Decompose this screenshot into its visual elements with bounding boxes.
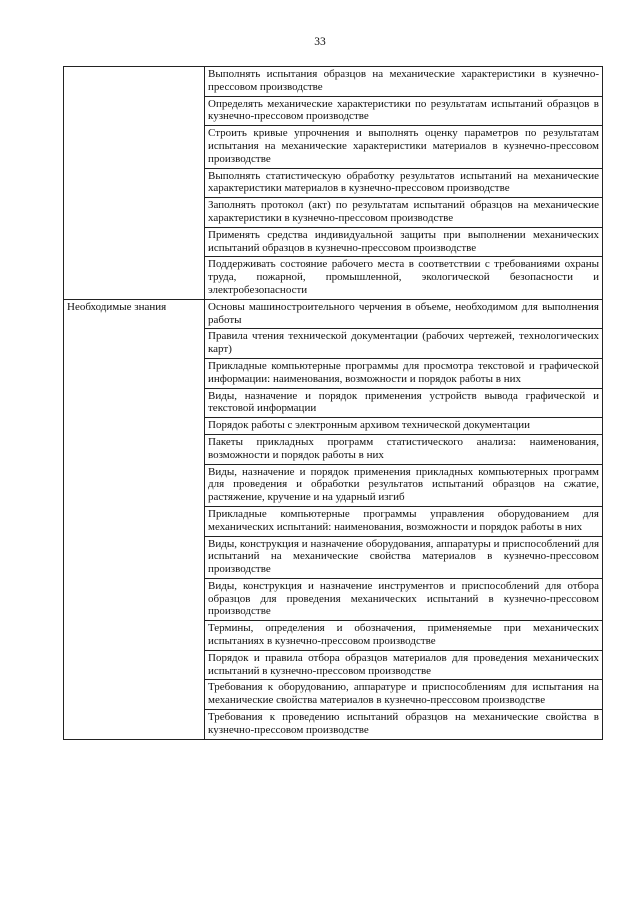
table-cell-right: Применять средства индивидуальной защиты при выполнении механических испытаний образцов в кузнечно-прессовом производстве [205, 227, 603, 257]
table-cell-right: Требования к оборудованию, аппаратуре и приспособлениям для испытания на механические свойства материалов в кузнечно-прессовом производстве [205, 680, 603, 710]
table-cell-right: Выполнять испытания образцов на механические характеристики в кузнечно-прессовом производстве [205, 67, 603, 97]
table-cell-right: Поддерживать состояние рабочего места в соответствии с требованиями охраны труда, пожарной, промышленной, экологической безопасности и электробезопасности [205, 257, 603, 299]
table-cell-right: Правила чтения технической документации (рабочих чертежей, технологических карт) [205, 329, 603, 359]
table-cell-right: Виды, назначение и порядок применения устройств вывода графической и текстовой информации [205, 388, 603, 418]
table-cell-right: Строить кривые упрочнения и выполнять оценку параметров по результатам испытания на механические характеристики материалов в кузнечно-прессовом производстве [205, 126, 603, 168]
table-cell-right: Прикладные компьютерные программы для просмотра текстовой и графической информации: наименования, возможности и порядок работы в них [205, 358, 603, 388]
table-cell-right: Определять механические характеристики по результатам испытаний образцов в кузнечно-прессовом производстве [205, 96, 603, 126]
table-cell-right: Виды, конструкция и назначение оборудования, аппаратуры и приспособлений для испытаний на механические свойства материалов в кузнечно-прессовом производстве [205, 536, 603, 578]
table-cell-right: Пакеты прикладных программ статистического анализа: наименования, возможности и порядок работы в них [205, 434, 603, 464]
table-cell-right: Термины, определения и обозначения, применяемые при механических испытаниях в кузнечно-прессовом производстве [205, 621, 603, 651]
table-cell-right: Порядок работы с электронным архивом технической документации [205, 418, 603, 435]
table-row [64, 67, 603, 97]
left-cell-skills [64, 67, 205, 300]
table-cell-right: Требования к проведению испытаний образцов на механические свойства в кузнечно-прессовом производстве [205, 710, 603, 740]
table-cell-right: Виды, конструкция и назначение инструментов и приспособлений для отбора образцов для проведения механических испытаний в кузнечно-прессовом производстве [205, 578, 603, 620]
table-cell-right: Заполнять протокол (акт) по результатам испытаний образцов на механические характеристики в кузнечно-прессовом производстве [205, 198, 603, 228]
table-cell-right: Основы машиностроительного черчения в объеме, необходимом для выполнения работы [205, 299, 603, 329]
requirements-table [63, 66, 603, 740]
table-cell-right: Порядок и правила отбора образцов материалов для проведения механических испытаний в кузнечно-прессовом производстве [205, 650, 603, 680]
table-cell-right: Выполнять статистическую обработку результатов испытаний на механические характеристики материалов в кузнечно-прессовом производстве [205, 168, 603, 198]
table-cell-right: Виды, назначение и порядок применения прикладных компьютерных программ для проведения и обработки результатов испытаний образцов на сжатие, растяжение, кручение и на ударный изгиб [205, 464, 603, 506]
left-cell-knowledge: Необходимые знания [64, 299, 205, 739]
table-cell-right: Прикладные компьютерные программы управления оборудованием для механических испытаний: наименования, возможности и порядок работы в них [205, 506, 603, 536]
table-row [64, 299, 603, 329]
page-number: 33 [314, 36, 326, 48]
